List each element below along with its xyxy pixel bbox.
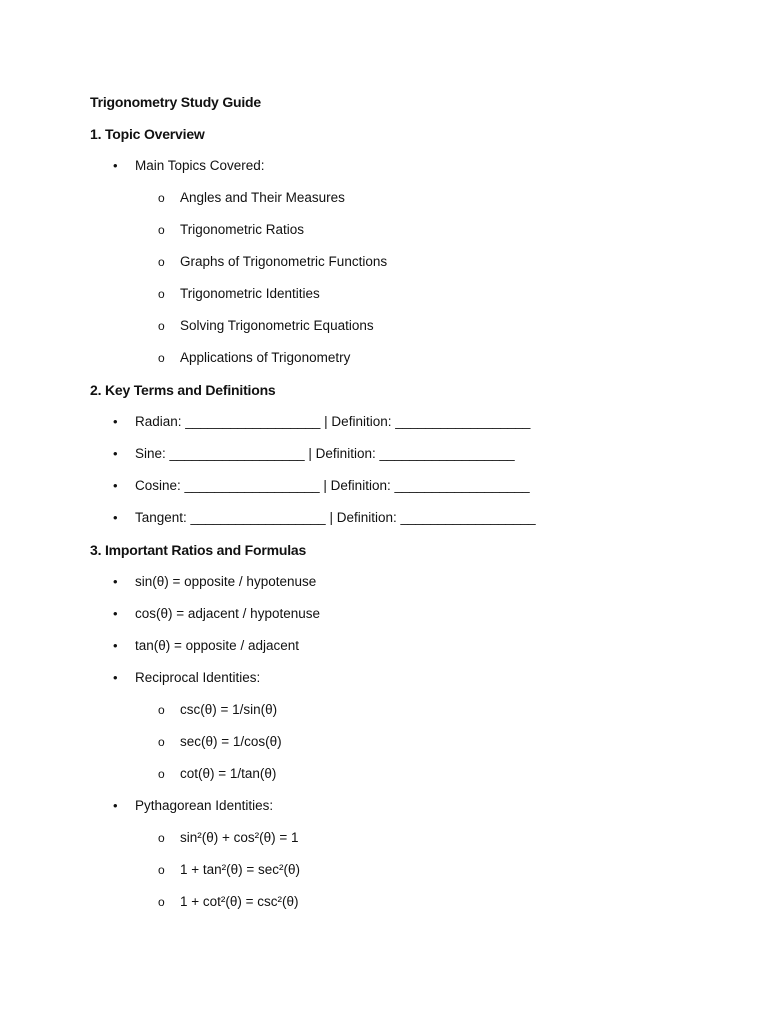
sub-list-item-text: sin²(θ) + cos²(θ) = 1 [180, 830, 299, 845]
list-item-text: cos(θ) = adjacent / hypotenuse [135, 606, 320, 621]
bullet-icon: • [113, 606, 118, 621]
bullet-icon: • [113, 510, 118, 525]
section-heading-ratios-formulas: 3. Important Ratios and Formulas [90, 542, 307, 558]
document-title: Trigonometry Study Guide [90, 94, 261, 110]
sub-bullet-icon: o [158, 287, 165, 301]
section-heading-topic-overview: 1. Topic Overview [90, 126, 205, 142]
sub-bullet-icon: o [158, 863, 165, 877]
list-item-text: Cosine: __________________ | Definition: __________________ [135, 478, 530, 493]
sub-list-item-text: Graphs of Trigonometric Functions [180, 254, 388, 269]
sub-bullet-icon: o [158, 223, 165, 237]
bullet-icon: • [113, 478, 118, 493]
bullet-icon: • [113, 798, 118, 813]
sub-bullet-icon: o [158, 831, 165, 845]
sub-bullet-icon: o [158, 703, 165, 717]
sub-list-item-text: csc(θ) = 1/sin(θ) [180, 702, 278, 717]
bullet-icon: • [113, 638, 118, 653]
list-item-text: tan(θ) = opposite / adjacent [135, 638, 299, 653]
sub-list-item-text: sec(θ) = 1/cos(θ) [180, 734, 282, 749]
list-item-text: Sine: __________________ | Definition: __________________ [135, 446, 515, 461]
sub-bullet-icon: o [158, 319, 165, 333]
bullet-icon: • [113, 574, 118, 589]
bullet-icon: • [113, 158, 118, 173]
sub-list-item-text: Angles and Their Measures [180, 190, 345, 205]
sub-bullet-icon: o [158, 255, 165, 269]
sub-bullet-icon: o [158, 895, 165, 909]
bullet-icon: • [113, 670, 118, 685]
sub-bullet-icon: o [158, 735, 165, 749]
list-item-text: Radian: __________________ | Definition: __________________ [135, 414, 531, 429]
list-item-text: Tangent: __________________ | Definition: __________________ [135, 510, 536, 525]
bullet-icon: • [113, 414, 118, 429]
sub-list-item-text: 1 + cot²(θ) = csc²(θ) [180, 894, 299, 909]
sub-list-item-text: Trigonometric Identities [180, 286, 320, 301]
list-item-text: Reciprocal Identities: [135, 670, 261, 685]
section-heading-key-terms: 2. Key Terms and Definitions [90, 382, 276, 398]
list-item-text: Pythagorean Identities: [135, 798, 274, 813]
sub-list-item-text: Trigonometric Ratios [180, 222, 305, 237]
list-item-text: sin(θ) = opposite / hypotenuse [135, 574, 317, 589]
sub-bullet-icon: o [158, 767, 165, 781]
bullet-icon: • [113, 446, 118, 461]
sub-bullet-icon: o [158, 351, 165, 365]
sub-list-item-text: Solving Trigonometric Equations [180, 318, 374, 333]
sub-bullet-icon: o [158, 191, 165, 205]
sub-list-item-text: Applications of Trigonometry [180, 350, 351, 365]
sub-list-item-text: 1 + tan²(θ) = sec²(θ) [180, 862, 301, 877]
list-item-text: Main Topics Covered: [135, 158, 265, 173]
sub-list-item-text: cot(θ) = 1/tan(θ) [180, 766, 277, 781]
